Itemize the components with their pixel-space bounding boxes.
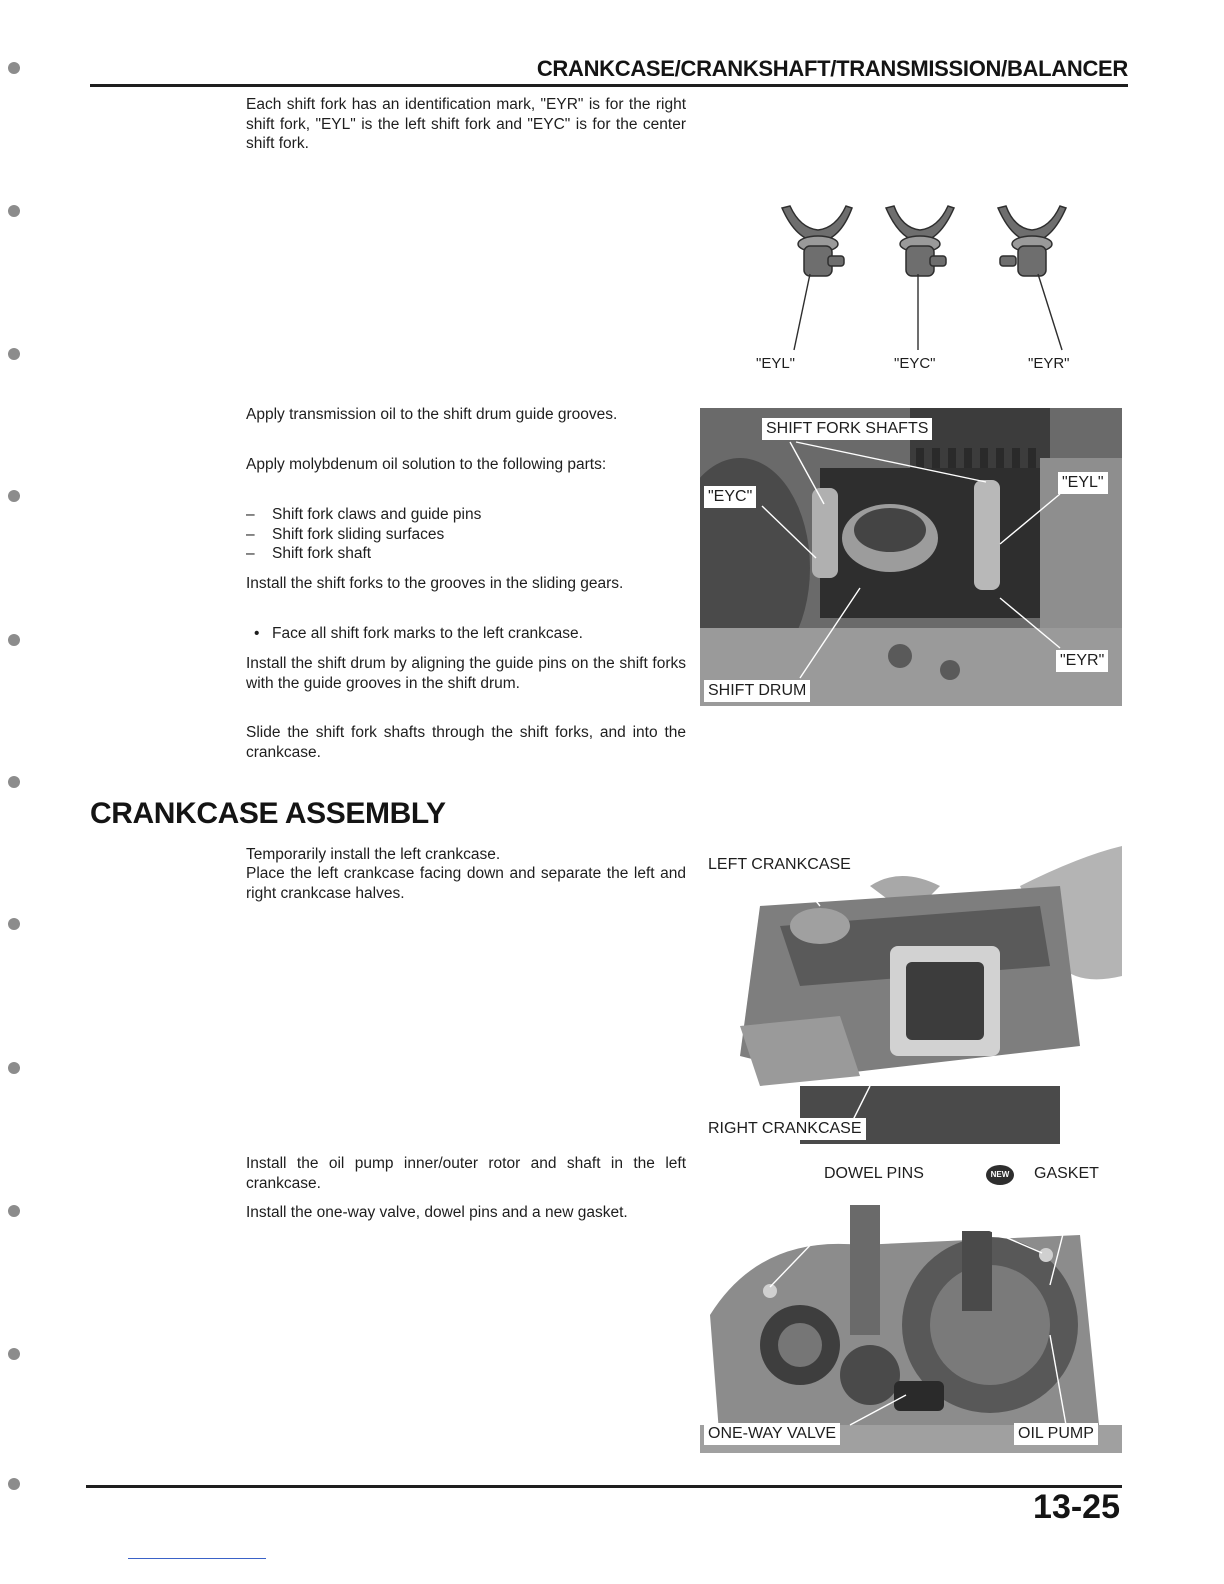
install-step-3: Install the shift forks to the grooves in the sliding gears.: [246, 575, 624, 592]
list-item: – Shift fork sliding surfaces: [246, 525, 686, 545]
callout-eyr: "EYR": [1056, 650, 1108, 672]
callout-shift-fork-shafts: SHIFT FORK SHAFTS: [762, 418, 932, 440]
callout-dowel-pins: DOWEL PINS: [820, 1163, 928, 1185]
install-step-1: Apply transmission oil to the shift drum guide grooves.: [246, 406, 618, 423]
page-number: 13-25: [1033, 1488, 1120, 1526]
list-item: – Shift fork claws and guide pins: [246, 505, 686, 525]
section-step-3: Install the oil pump inner/outer rotor and shaft in the left crankcase.: [246, 1155, 686, 1192]
footer-rule: [86, 1485, 1122, 1488]
section-step-4: Install the one-way valve, dowel pins and a new gasket.: [246, 1204, 628, 1221]
callout-gasket: GASKET: [1030, 1163, 1103, 1185]
fork-eyr: [998, 206, 1066, 276]
install-note: • Face all shift fork marks to the left crankcase.: [246, 624, 686, 644]
callout-eyl: "EYL": [1058, 472, 1108, 494]
install-step-4: Install the shift drum by aligning the guide pins on the shift forks with the guide grooves in the shift drum.: [246, 655, 686, 692]
binder-hole: [8, 776, 20, 788]
list-item: – Shift fork shaft: [246, 544, 686, 564]
photo-crankcase-halves: [700, 846, 1122, 1144]
header-rule: [90, 84, 1128, 87]
binder-hole: [8, 1478, 20, 1490]
callout-left-crankcase: LEFT CRANKCASE: [704, 854, 855, 876]
section-step-2: Place the left crankcase facing down and separate the left and right crankcase halves.: [246, 865, 686, 902]
callout-eyc: "EYC": [704, 486, 756, 508]
header-title: CRANKCASE/CRANKSHAFT/TRANSMISSION/BALANCER: [536, 56, 1128, 81]
binder-hole: [8, 918, 20, 930]
new-part-icon: NEW: [986, 1165, 1014, 1185]
binder-hole: [8, 490, 20, 502]
label-eyl: "EYL": [756, 355, 796, 372]
binder-hole: [8, 1205, 20, 1217]
fork-eyc: [886, 206, 954, 276]
photo-shift-forks-installed: [700, 408, 1122, 706]
section-step-1: Temporarily install the left crankcase.: [246, 846, 501, 863]
photo-dowel-pins-gasket: [700, 1155, 1122, 1453]
parts-list: [246, 505, 686, 564]
photo3-drawing: [700, 1155, 1122, 1453]
callout-right-crankcase: RIGHT CRANKCASE: [704, 1118, 866, 1140]
install-step-2: Apply molybdenum oil solution to the following parts:: [246, 456, 607, 473]
binder-hole: [8, 1348, 20, 1360]
binder-hole: [8, 205, 20, 217]
fork-eyl: [782, 206, 852, 276]
intro-text: Each shift fork has an identification mark, "EYR" is for the right shift fork, "EYL" is the left shift fork and "EYC" is for the center shift fork.: [246, 96, 686, 152]
install-step-5: Slide the shift fork shafts through the shift forks, and into the crankcase.: [246, 724, 686, 761]
callout-shift-drum: SHIFT DRUM: [704, 680, 810, 702]
binder-hole: [8, 1062, 20, 1074]
callout-oil-pump: OIL PUMP: [1014, 1423, 1098, 1445]
binder-hole: [8, 62, 20, 74]
label-eyc: "EYC": [894, 355, 936, 372]
callout-one-way-valve: ONE-WAY VALVE: [704, 1423, 840, 1445]
footer-link-underline: [128, 1558, 266, 1559]
leader-lines: [794, 274, 1062, 350]
binder-hole: [8, 634, 20, 646]
binder-hole: [8, 348, 20, 360]
section-title: CRANKCASE ASSEMBLY: [90, 797, 446, 830]
photo2-drawing: [700, 846, 1122, 1144]
label-eyr: "EYR": [1028, 355, 1070, 372]
